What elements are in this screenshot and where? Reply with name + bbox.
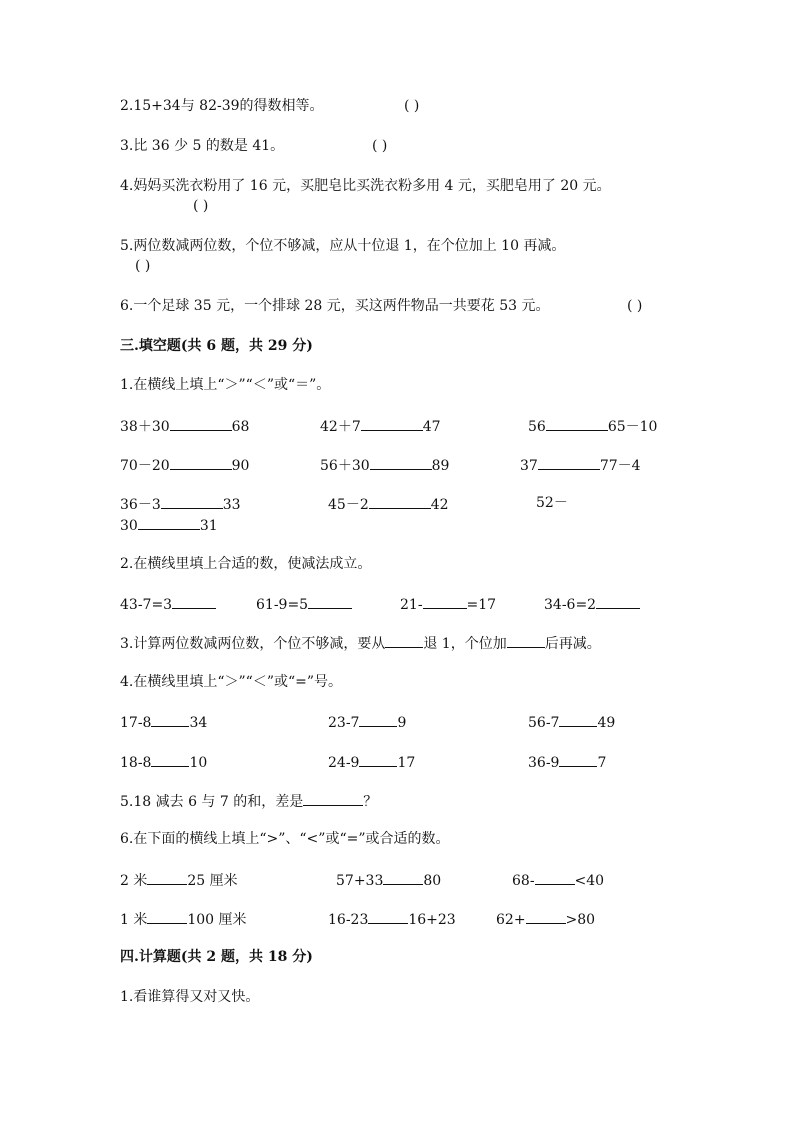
subtract-item: 21- =17 bbox=[400, 594, 496, 614]
answer-paren[interactable]: ( ) bbox=[404, 98, 420, 114]
answer-blank[interactable] bbox=[172, 594, 216, 609]
answer-blank[interactable] bbox=[161, 494, 223, 509]
answer-blank[interactable] bbox=[151, 712, 189, 727]
answer-blank[interactable] bbox=[147, 870, 187, 885]
compare-item-continued: 30 31 bbox=[120, 515, 218, 535]
fill-item: 57+33 80 bbox=[336, 870, 441, 890]
answer-blank[interactable] bbox=[370, 455, 432, 470]
answer-blank[interactable] bbox=[385, 633, 423, 648]
calc-q1: 1.看谁算得又对又快。 bbox=[120, 989, 260, 1005]
compare-item: 24-9 17 bbox=[328, 752, 415, 772]
fill-item: 2 米 25 厘米 bbox=[120, 870, 238, 890]
fill-item: 68- <40 bbox=[512, 870, 604, 890]
fill-q2-title: 2.在横线里填上合适的数，使减法成立。 bbox=[120, 556, 372, 572]
answer-blank[interactable] bbox=[151, 752, 189, 767]
answer-blank[interactable] bbox=[368, 909, 408, 924]
answer-blank[interactable] bbox=[596, 594, 640, 609]
section-heading-calc: 四.计算题(共 2 题，共 18 分) bbox=[120, 949, 313, 965]
answer-blank[interactable] bbox=[361, 416, 423, 431]
compare-item: 38＋30 68 bbox=[120, 416, 249, 436]
answer-blank[interactable] bbox=[359, 712, 397, 727]
compare-item: 18-8 10 bbox=[120, 752, 207, 772]
answer-blank[interactable] bbox=[526, 909, 566, 924]
compare-item: 56＋30 89 bbox=[320, 455, 449, 475]
answer-blank[interactable] bbox=[507, 633, 545, 648]
answer-blank[interactable] bbox=[308, 594, 352, 609]
answer-paren[interactable]: ( ) bbox=[627, 298, 643, 314]
answer-paren[interactable]: ( ) bbox=[135, 258, 151, 274]
answer-blank[interactable] bbox=[170, 416, 232, 431]
compare-item: 36－3 33 bbox=[120, 494, 241, 514]
section-heading-fill: 三.填空题(共 6 题，共 29 分) bbox=[120, 338, 313, 354]
subtract-item: 43-7=3 bbox=[120, 594, 216, 614]
compare-item: 42＋7 47 bbox=[320, 416, 441, 436]
fill-item: 16-23 16+23 bbox=[328, 909, 456, 929]
compare-item: 45－2 42 bbox=[328, 494, 449, 514]
answer-blank[interactable] bbox=[147, 909, 187, 924]
answer-blank[interactable] bbox=[369, 494, 431, 509]
compare-item-start: 52－ bbox=[536, 495, 568, 511]
answer-blank[interactable] bbox=[303, 791, 363, 806]
answer-blank[interactable] bbox=[423, 594, 467, 609]
fill-item: 62+ >80 bbox=[496, 909, 595, 929]
compare-item: 37 77－4 bbox=[520, 455, 641, 475]
fill-q4-title: 4.在横线里填上“＞”“＜”或“=”号。 bbox=[120, 674, 343, 690]
answer-blank[interactable] bbox=[170, 455, 232, 470]
answer-blank[interactable] bbox=[546, 416, 608, 431]
subtract-item: 61-9=5 bbox=[256, 594, 352, 614]
answer-paren[interactable]: ( ) bbox=[372, 138, 388, 154]
tf-question-2: 2.15+34与 82-39的得数相等。 bbox=[120, 98, 324, 114]
fill-q1-title: 1.在横线上填上“＞”“＜”或“＝”。 bbox=[120, 377, 331, 393]
compare-item: 70－20 90 bbox=[120, 455, 249, 475]
answer-blank[interactable] bbox=[383, 870, 423, 885]
answer-blank[interactable] bbox=[559, 752, 597, 767]
compare-item: 17-8 34 bbox=[120, 712, 207, 732]
tf-question-5: 5.两位数减两位数，个位不够减，应从十位退 1，在个位加上 10 再减。 bbox=[120, 238, 566, 254]
compare-item: 56-7 49 bbox=[528, 712, 615, 732]
fill-q3: 3.计算两位数减两位数，个位不够减，要从 退 1，个位加 后再减。 bbox=[120, 633, 601, 653]
answer-blank[interactable] bbox=[138, 515, 200, 530]
tf-question-6: 6.一个足球 35 元，一个排球 28 元，买这两件物品一共要花 53 元。 bbox=[120, 298, 550, 314]
compare-item: 23-7 9 bbox=[328, 712, 406, 732]
compare-item: 36-9 7 bbox=[528, 752, 606, 772]
answer-blank[interactable] bbox=[359, 752, 397, 767]
compare-item: 56 65－10 bbox=[528, 416, 657, 436]
subtract-item: 34-6=2 bbox=[544, 594, 640, 614]
tf-question-4: 4.妈妈买洗衣粉用了 16 元，买肥皂比买洗衣粉多用 4 元，买肥皂用了 20 元。 bbox=[120, 178, 611, 194]
answer-paren[interactable]: ( ) bbox=[193, 198, 209, 214]
answer-blank[interactable] bbox=[538, 455, 600, 470]
answer-blank[interactable] bbox=[559, 712, 597, 727]
tf-question-3: 3.比 36 少 5 的数是 41。 bbox=[120, 138, 285, 154]
fill-item: 1 米 100 厘米 bbox=[120, 909, 247, 929]
fill-q5: 5.18 减去 6 与 7 的和，差是 ？ bbox=[120, 791, 377, 811]
answer-blank[interactable] bbox=[535, 870, 575, 885]
fill-q6-title: 6.在下面的横线上填上“>”、“<”或“=”或合适的数。 bbox=[120, 831, 450, 847]
